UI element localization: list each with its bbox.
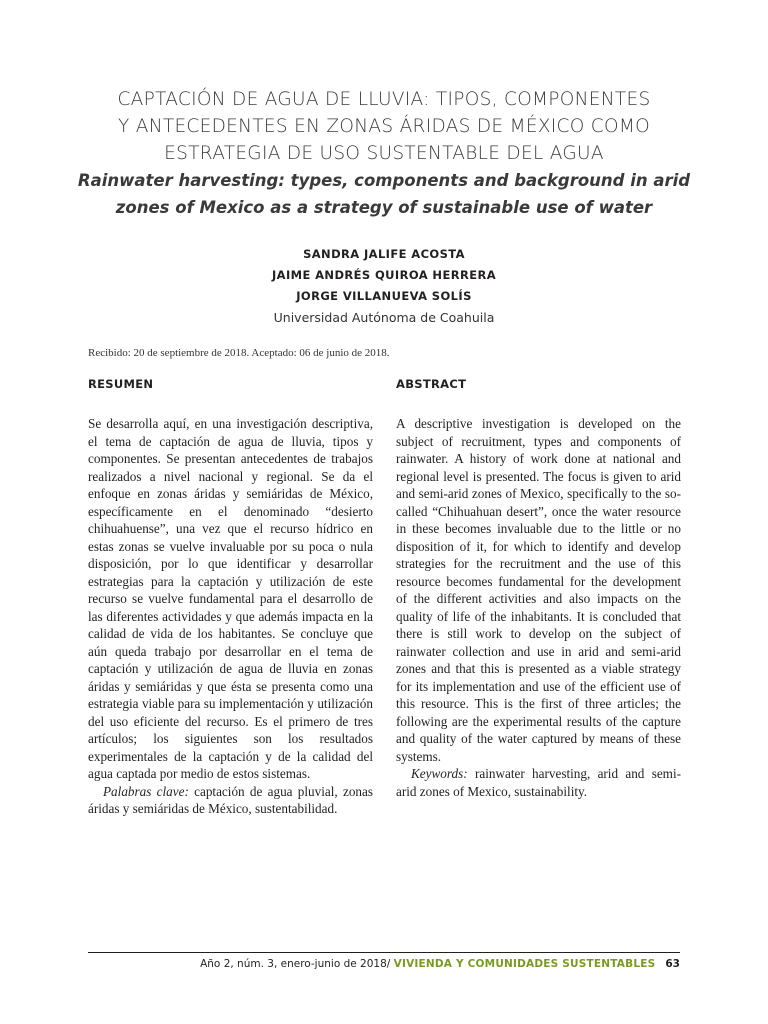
abstract-column [396,375,681,800]
author-name: JORGE VILLANUEVA SOLÍS [296,289,472,303]
footer-journal-name: VIVIENDA Y COMUNIDADES SUSTENTABLES [393,958,656,970]
title-english-line: Rainwater harvesting: types, components and background in arid [77,171,691,190]
title-english-line: zones of Mexico as a strategy of sustainable use of water [115,198,653,217]
footer-divider [88,952,680,953]
keywords-text: rainwater harvesting, arid and semi-arid zones of Mexico, sustainability. [396,766,681,799]
title-block [60,86,708,221]
keywords-text: captación de agua pluvial, zonas áridas y semiáridas de México, sustentabilidad. [88,783,373,816]
page-number: 63 [665,958,680,970]
abstract-heading: ABSTRACT [396,377,467,391]
abstract-text: A descriptive investigation is developed on the subject of recruitment, types and components of rainwater. A history of work done at national and regional level is presented. The focus is given to arid and semi-arid zones of Mexico, specifically to the so-called “Chihuahuan desert”, once the water resource in these becomes invaluable due to the little or no disposition of it, for which to identify and develop strategies for the recruitment and the use of this resource becomes fundamental for the development of the different activities and also impacts on the quality of life of the inhabitants. It is concluded that there is still work to develop on the subject of rainwater collection and use in arid and semi-arid zones and that this is presented as a viable strategy for its implementation and use of the efficient use of this resource. This is the first of three articles; the following are the experimental results of the capture and quality of the water captured by means of these systems. [396,416,681,764]
author-name: JAIME ANDRÉS QUIROA HERRERA [271,268,497,282]
title-spanish-line: Y ANTECEDENTES EN ZONAS ÁRIDAS DE MÉXICO COMO [117,116,651,137]
author-list [0,244,768,328]
resumen-heading: RESUMEN [88,377,154,391]
keywords-label: Keywords: [411,766,468,781]
resumen-text: Se desarrolla aquí, en una investigación descriptiva, el tema de captación de agua de lluvia, tipos y componentes. Se presentan antecedentes de trabajos realizados a nivel nacional y regional. Se da el enfoque en zonas áridas y semiáridas de México, específicamente en el denominado “desierto chihuahuense”, una vez que el recurso hídrico en estas zonas se vuelve invaluable por su poca o nula disposición, por lo que identificar y desarrollar estrategias para la captación y utilización de este recurso se vuelve fundamental para el desarrollo de las diferentes actividades y que además impacta en la calidad de vida de los habitantes. Se concluye que aún queda trabajo por desarrollar en el tema de captación y utilización de agua de lluvia en zonas áridas y semiáridas y que ésta se presenta como una estrategia viable para su implementación y utilización del uso eficiente del recurso. Es el primero de tres artículos; los siguientes son los resultados experimentales de la captación y de la calidad del agua captada por medio de estos sistemas. [88,416,373,781]
resumen-column [88,375,373,818]
received-accepted-dates: Recibido: 20 de septiembre de 2018. Aceptado: 06 de junio de 2018. [88,347,390,359]
affiliation: Universidad Autónoma de Coahuila [273,310,495,325]
title-spanish-line: ESTRATEGIA DE USO SUSTENTABLE DEL AGUA [164,143,604,164]
author-name: SANDRA JALIFE ACOSTA [303,247,465,261]
title-spanish-line: CAPTACIÓN DE AGUA DE LLUVIA: TIPOS, COMPONENTES [117,89,651,110]
page-footer [200,958,680,970]
keywords-label: Palabras clave: [103,783,189,799]
abstract-keywords [396,765,681,800]
title-spanish [60,86,708,167]
title-english [60,167,708,221]
footer-issue: Año 2, núm. 3, enero-junio de 2018/ [200,958,394,970]
resumen-keywords [88,783,373,818]
